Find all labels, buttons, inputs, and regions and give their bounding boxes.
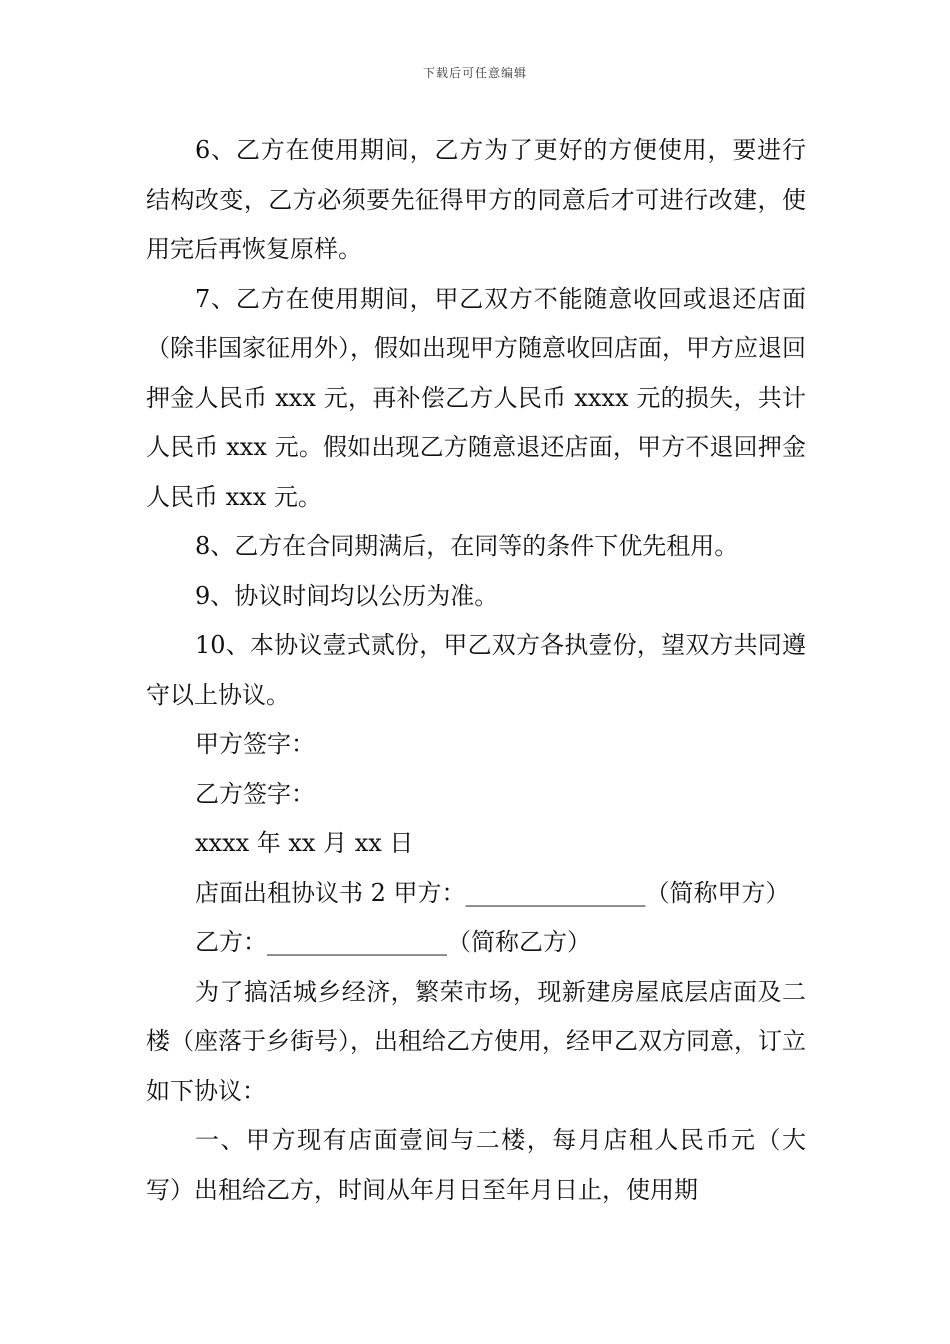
clause-6: 6、乙方在使用期间，乙方为了更好的方便使用，要进行结构改变，乙方必须要先征得甲方的同意后才可进行改建，使用完后再恢复原样。 [146, 136, 806, 263]
agreement-2-party-a: 店面出租协议书 2 甲方：_______________（简称甲方） [195, 878, 790, 907]
agreement-2-article-1: 一、甲方现有店面壹间与二楼，每月店租人民币元（大写）出租给乙方，时间从年月日至年月日止，使用期 [146, 1126, 806, 1204]
clause-9: 9、协议时间均以公历为准。 [195, 581, 499, 610]
page-header-note: 下载后可任意编辑 [422, 66, 527, 80]
agreement-2-party-b: 乙方：_______________（简称乙方） [195, 928, 591, 956]
signature-date: xxxx 年 xx 月 xx 日 [195, 829, 414, 857]
party-a-signature: 甲方签字： [195, 730, 315, 758]
clause-8: 8、乙方在合同期满后，在同等的条件下优先租用。 [195, 532, 739, 560]
clause-7: 7、乙方在使用期间，甲乙双方不能随意收回或退还店面（除非国家征用外），假如出现甲方随意收回店面，甲方应退回押金人民币 xxx 元，再补偿乙方人民币 xxxx 元的损失，共计人民币 xxx 元。假如出现乙方随意退还店面，甲方不退回押金人民币 xxx 元。 [146, 284, 806, 511]
agreement-2-preamble: 为了搞活城乡经济，繁荣市场，现新建房屋底层店面及二楼（座落于乡街号），出租给乙方使用，经甲乙双方同意，订立如下协议： [146, 977, 806, 1105]
document-body [146, 126, 806, 1215]
party-b-signature: 乙方签字： [195, 779, 315, 808]
clause-10: 10、本协议壹式贰份，甲乙双方各执壹份，望双方共同遵守以上协议。 [146, 631, 806, 709]
